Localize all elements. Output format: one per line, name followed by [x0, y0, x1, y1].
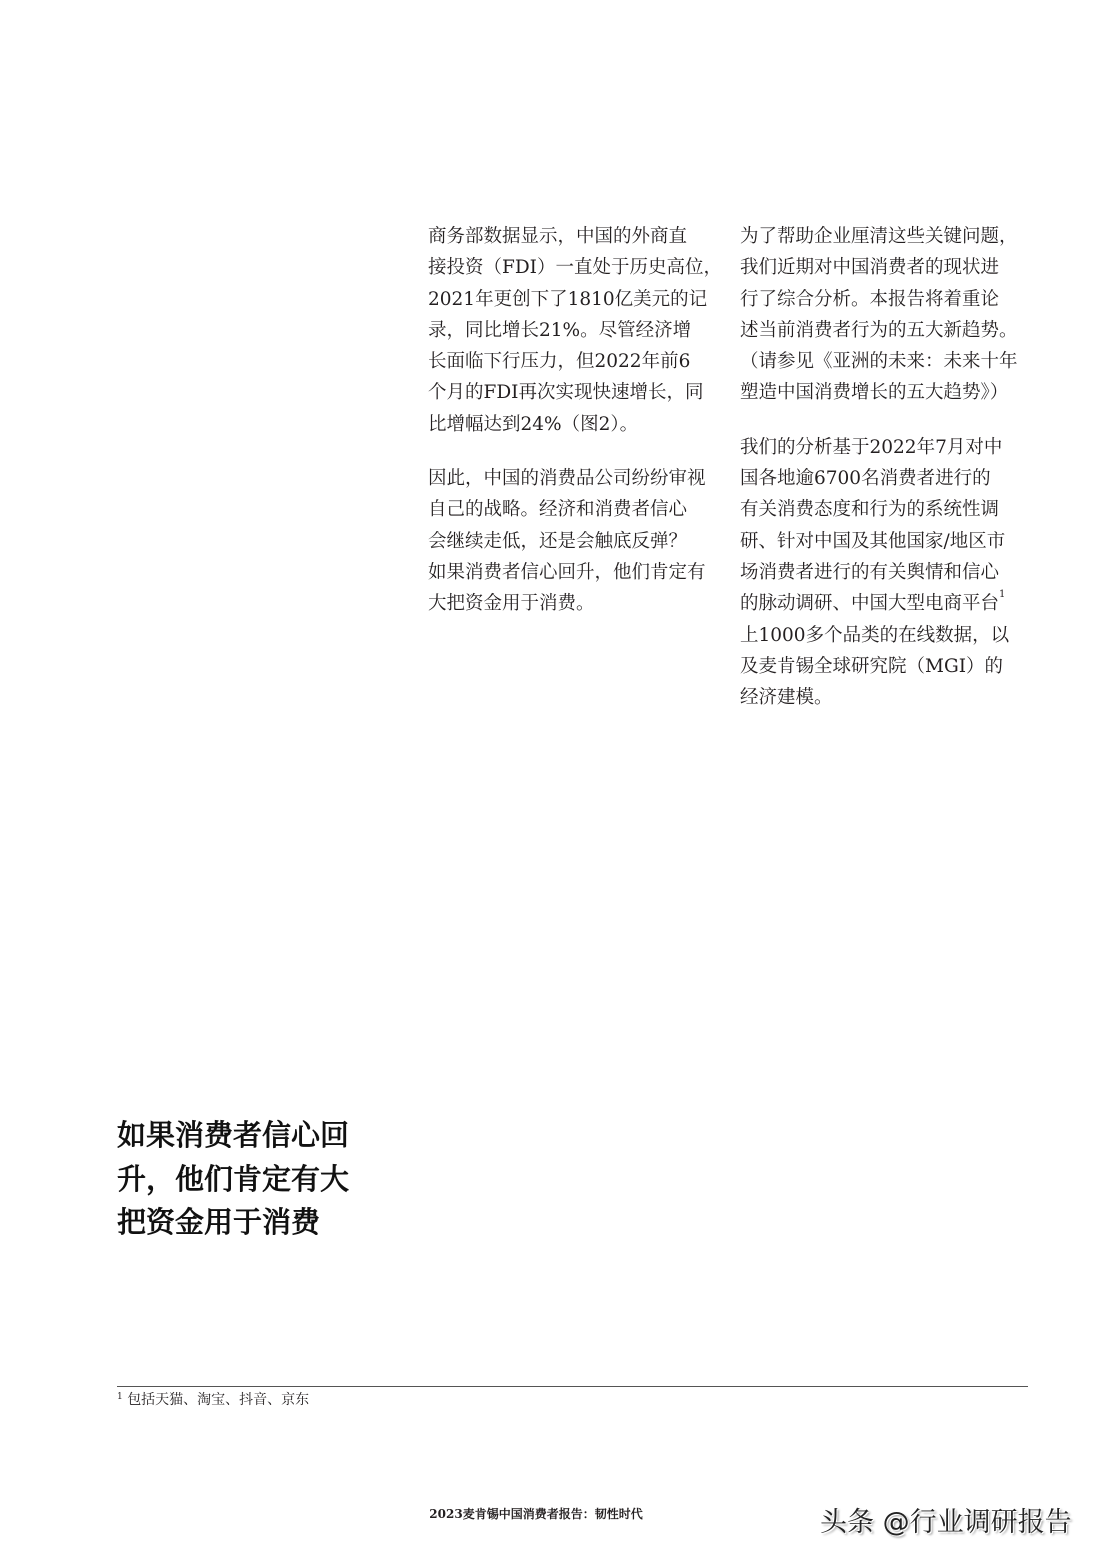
text-line: 我们的分析基于2022年7月对中: [740, 436, 1003, 458]
paragraph: [740, 432, 1040, 714]
text-line: [740, 588, 1040, 619]
text-line: 个月的FDI再次实现快速增长，同: [428, 382, 704, 404]
text-line: （请参见《亚洲的未来：未来十年: [740, 351, 1018, 373]
text-line-content: 的脉动调研、中国大型电商平台: [740, 593, 1000, 615]
text-line: 场消费者进行的有关舆情和信心: [740, 561, 1000, 583]
text-line: 行了综合分析。本报告将着重论: [740, 288, 1000, 310]
footnote-divider: [117, 1386, 1028, 1387]
text-line: 比增幅达到24%（图2）。: [428, 413, 639, 435]
text-line: 为了帮助企业厘清这些关键问题，: [740, 226, 1018, 247]
text-line: 2021年更创下了1810亿美元的记: [428, 288, 708, 310]
paragraph: [428, 221, 728, 440]
text-line: 因此，中国的消费品公司纷纷审视: [428, 468, 706, 490]
footnote-reference: 1: [999, 589, 1006, 601]
text-line: 塑造中国消费增长的五大趋势》）: [740, 382, 1009, 404]
body-column-right: [740, 221, 1040, 736]
paragraph: [428, 463, 728, 619]
page-footer: 2023麦肯锡中国消费者报告：韧性时代: [429, 1507, 643, 1521]
text-line: 录，同比增长21%。尽管经济增: [428, 319, 692, 341]
pull-quote-line: 如果消费者信心回: [117, 1118, 350, 1152]
text-line: 述当前消费者行为的五大新趋势。: [740, 319, 1018, 341]
pull-quote: [117, 1114, 349, 1245]
text-line: 如果消费者信心回升，他们肯定有: [428, 561, 706, 583]
footnote: [117, 1390, 309, 1410]
text-line: 我们近期对中国消费者的现状进: [740, 257, 1000, 279]
text-line: 经济建模。: [740, 687, 833, 709]
footnote-marker: 1: [117, 1392, 123, 1402]
footnote-text: 包括天猫、淘宝、抖音、京东: [127, 1392, 310, 1408]
text-line: 及麦肯锡全球研究院（MGI）的: [740, 655, 1004, 677]
pull-quote-line: 把资金用于消费: [117, 1205, 321, 1239]
text-line: 有关消费态度和行为的系统性调: [740, 499, 1000, 521]
watermark: 头条 @行业调研报告: [820, 1507, 1072, 1538]
text-line: 会继续走低，还是会触底反弹？: [428, 530, 688, 552]
text-line: 国各地逾6700名消费者进行的: [740, 468, 991, 490]
pull-quote-line: 升，他们肯定有大: [117, 1161, 350, 1196]
body-column-left: [428, 221, 728, 643]
text-line: 上1000多个品类的在线数据，以: [740, 624, 1010, 646]
text-line: 商务部数据显示，中国的外商直: [428, 226, 688, 247]
paragraph: [740, 221, 1040, 409]
text-line: 研、针对中国及其他国家/地区市: [740, 530, 1006, 552]
text-line: 接投资（FDI）一直处于历史高位，: [428, 257, 722, 279]
text-line: 自己的战略。经济和消费者信心: [428, 499, 688, 521]
text-line: 大把资金用于消费。: [428, 593, 595, 615]
text-line: 长面临下行压力，但2022年前6: [428, 351, 691, 373]
